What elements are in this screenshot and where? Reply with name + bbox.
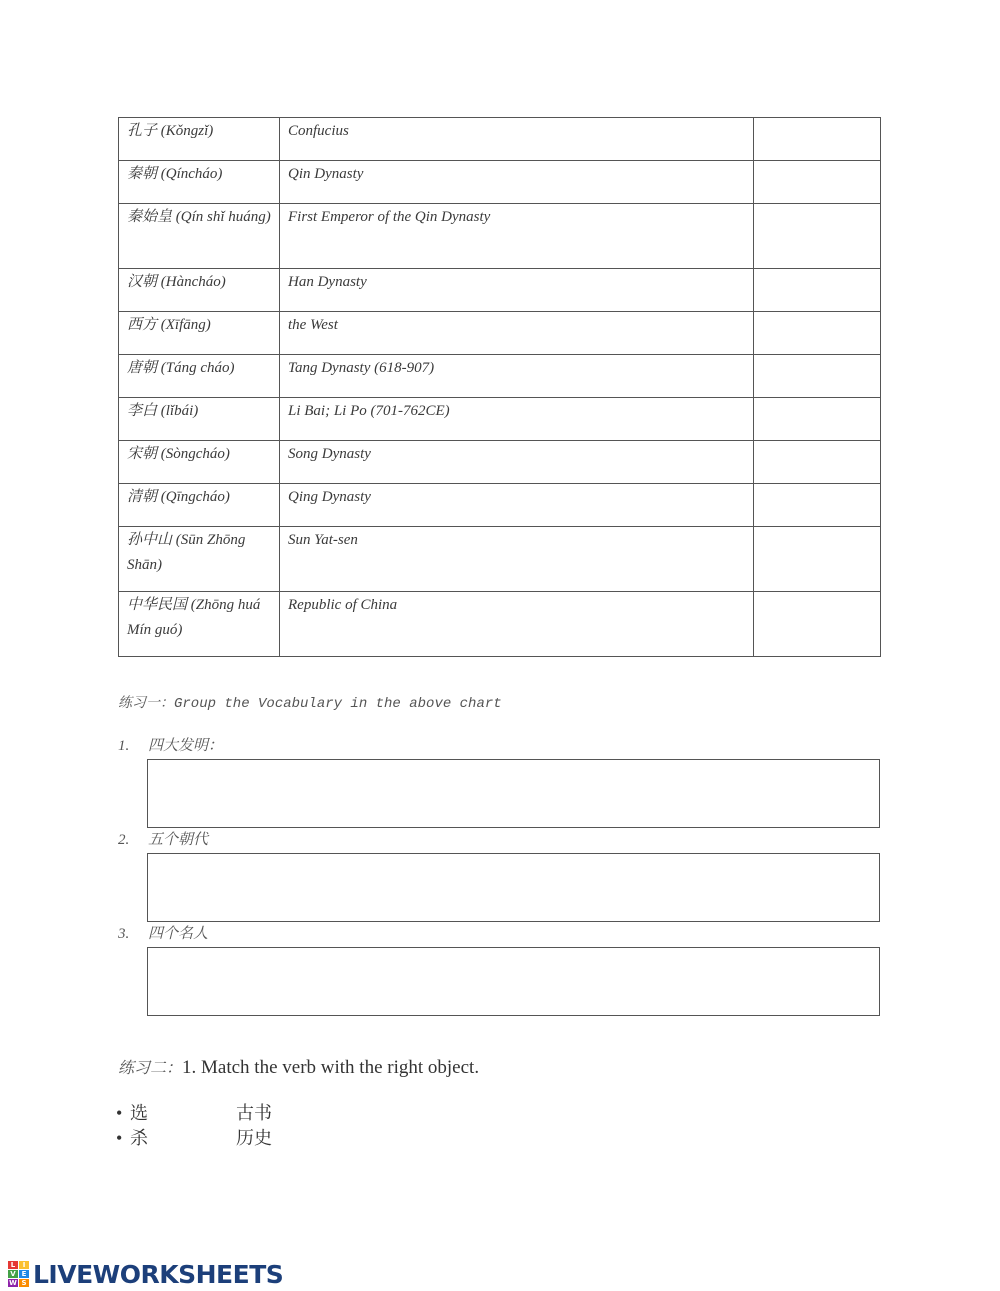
- english-meaning: Republic of China: [280, 592, 754, 657]
- chinese-term: 李白 (lǐbái): [119, 398, 280, 441]
- chinese-term: 唐朝 (Táng cháo): [119, 355, 280, 398]
- exercise2-title-cn: 练习二：: [118, 1060, 183, 1077]
- exercise2-title-en: 1. Match the verb with the right object.: [182, 1057, 480, 1078]
- match-pair: [116, 1099, 272, 1125]
- exercise1-question-2: [118, 828, 208, 849]
- chinese-term: 秦朝 (Qíncháo): [119, 161, 280, 204]
- question-number: 1.: [118, 738, 130, 754]
- logo-mark-square: I: [19, 1261, 29, 1269]
- table-row: [119, 484, 881, 527]
- logo-mark-square: S: [19, 1279, 29, 1287]
- question-label: 四个名人: [148, 926, 209, 942]
- answer-cell[interactable]: [754, 592, 881, 657]
- english-meaning: Han Dynasty: [280, 269, 754, 312]
- exercise1-question-3: [118, 922, 208, 943]
- chinese-term: 宋朝 (Sòngcháo): [119, 441, 280, 484]
- chinese-term: 清朝 (Qīngcháo): [119, 484, 280, 527]
- match-object[interactable]: 历史: [236, 1128, 272, 1148]
- english-meaning: the West: [280, 312, 754, 355]
- question-number: 2.: [118, 832, 130, 848]
- bullet: •: [116, 1128, 123, 1148]
- table-row: [119, 204, 881, 269]
- exercise1-question-1: [118, 734, 223, 755]
- logo-mark-square: W: [9, 1279, 17, 1287]
- english-meaning: First Emperor of the Qin Dynasty: [280, 204, 754, 269]
- answer-cell[interactable]: [754, 204, 881, 269]
- english-meaning: Confucius: [280, 118, 754, 161]
- logo-mark-square: L: [8, 1261, 18, 1269]
- answer-box-2[interactable]: [147, 853, 880, 922]
- match-pair: [116, 1124, 272, 1150]
- chinese-term: 汉朝 (Hàncháo): [119, 269, 280, 312]
- table-row: [119, 355, 881, 398]
- table-row: [119, 118, 881, 161]
- question-label: 五个朝代: [148, 832, 209, 848]
- chinese-term: 中华民国 (Zhōng huá Mín guó): [119, 592, 280, 657]
- liveworksheets-logo: [8, 1259, 283, 1289]
- answer-cell[interactable]: [754, 269, 881, 312]
- question-number: 3.: [118, 926, 130, 942]
- match-verb[interactable]: 杀: [130, 1128, 148, 1148]
- english-meaning: Qing Dynasty: [280, 484, 754, 527]
- logo-mark-square: E: [19, 1270, 29, 1278]
- english-meaning: Tang Dynasty (618-907): [280, 355, 754, 398]
- chinese-term: 西方 (Xīfāng): [119, 312, 280, 355]
- english-meaning: Li Bai; Li Po (701-762CE): [280, 398, 754, 441]
- question-label: 四大发明：: [148, 738, 224, 754]
- answer-cell[interactable]: [754, 161, 881, 204]
- answer-cell[interactable]: [754, 484, 881, 527]
- logo-mark-icon: [8, 1261, 29, 1287]
- table-row: [119, 269, 881, 312]
- table-row: [119, 527, 881, 592]
- table-row: [119, 592, 881, 657]
- match-object[interactable]: 古书: [236, 1103, 272, 1123]
- match-verb[interactable]: 选: [130, 1103, 148, 1123]
- answer-cell[interactable]: [754, 118, 881, 161]
- english-meaning: Sun Yat-sen: [280, 527, 754, 592]
- exercise1-title: 练习一：Group the Vocabulary in the above chart: [118, 696, 502, 712]
- table-row: [119, 161, 881, 204]
- vocabulary-table: [118, 117, 881, 657]
- exercise2-title: [118, 1055, 479, 1079]
- table-row: [119, 312, 881, 355]
- bullet: •: [116, 1103, 123, 1123]
- answer-cell[interactable]: [754, 527, 881, 592]
- chinese-term: 秦始皇 (Qín shǐ huáng): [119, 204, 280, 269]
- answer-box-1[interactable]: [147, 759, 880, 828]
- logo-text: LIVEWORKSHEETS: [33, 1259, 284, 1289]
- answer-cell[interactable]: [754, 355, 881, 398]
- english-meaning: Qin Dynasty: [280, 161, 754, 204]
- answer-cell[interactable]: [754, 398, 881, 441]
- table-row: [119, 398, 881, 441]
- logo-mark-square: V: [8, 1270, 18, 1278]
- answer-cell[interactable]: [754, 441, 881, 484]
- table-row: [119, 441, 881, 484]
- chinese-term: 孙中山 (Sūn Zhōng Shān): [119, 527, 280, 592]
- answer-cell[interactable]: [754, 312, 881, 355]
- english-meaning: Song Dynasty: [280, 441, 754, 484]
- chinese-term: 孔子 (Kǒngzǐ): [119, 118, 280, 161]
- answer-box-3[interactable]: [147, 947, 880, 1016]
